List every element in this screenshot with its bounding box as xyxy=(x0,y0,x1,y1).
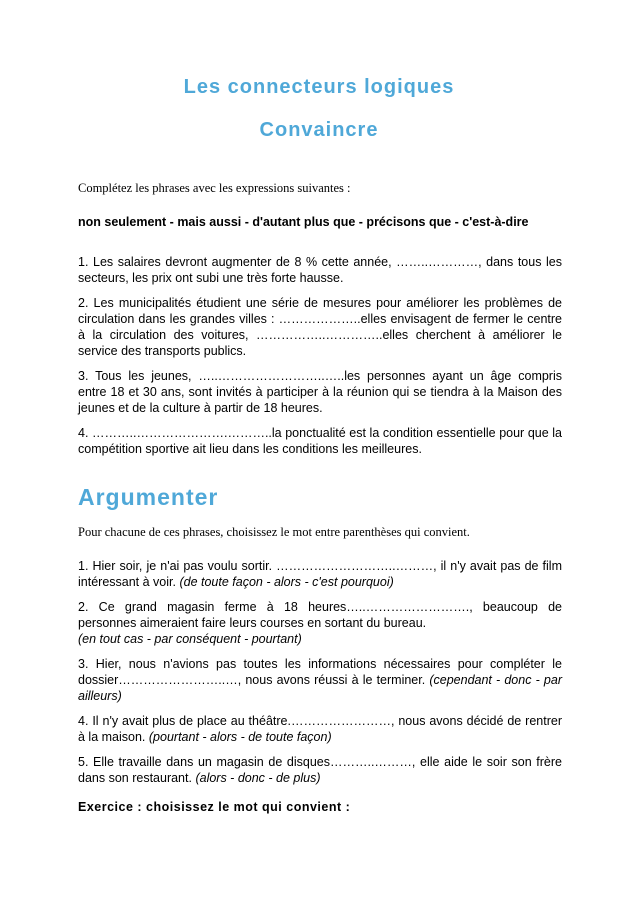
exercise-item-4: 4. ………..………………….………..la ponctualité est la condition essentielle pour que la compétition sportive ait lieu dans les conditions les meilleures. xyxy=(78,426,562,456)
section-title-argumenter: Argumenter xyxy=(78,484,219,510)
exercise-item-3: 3. Tous les jeunes, …..……………………..…..les personnes ayant un âge compris entre 18 et 30 ans, sont invités à participer à la réunion qui se tiendra à la Maison des jeunes et de la culture à partir de 18 heures. xyxy=(78,369,562,415)
argument-item-4 xyxy=(78,713,562,745)
exercise-item-2: 2. Les municipalités étudient une série de mesures pour améliorer les problèmes de circulation dans les grandes villes : ………………..elles envisagent de fermer le centre à la circulation des voitures, ……………..…………..elles cherchent à améliorer le service des transports publics. xyxy=(78,296,562,358)
argument-item-choices: (de toute façon - alors - c'est pourquoi) xyxy=(179,575,394,589)
argument-item-choices: (pourtant - alors - de toute façon) xyxy=(148,730,332,744)
section2-instruction: Pour chacune de ces phrases, choisissez le mot entre parenthèses qui convient. xyxy=(78,525,470,539)
exercise-instruction: Exercice : choisissez le mot qui convient : xyxy=(78,800,351,814)
argument-item-choices: (en tout cas - par conséquent - pourtant) xyxy=(78,632,302,646)
argument-item-2 xyxy=(78,599,562,647)
argument-item-1 xyxy=(78,558,562,590)
section1-instruction: Complétez les phrases avec les expressions suivantes : xyxy=(78,181,351,195)
argument-item-text: 5. Elle travaille dans un magasin de disques………..………, elle aide le soir son frère dans son restaurant. xyxy=(78,755,562,785)
expressions-list: non seulement - mais aussi - d'autant plus que - précisons que - c'est-à-dire xyxy=(78,215,529,229)
argument-item-text: 4. Il n'y avait plus de place au théâtre.……………………, nous avons décidé de rentrer à la maison. xyxy=(78,714,562,744)
page-title: Les connecteurs logiques xyxy=(183,76,455,98)
argument-item-choices: (alors - donc - de plus) xyxy=(195,771,321,785)
argument-item-text: 1. Hier soir, je n'ai pas voulu sortir. ………………………..………, il n'y avait pas de film intéressant à voir. xyxy=(78,559,562,589)
page-subtitle: Convaincre xyxy=(259,119,379,141)
argument-item-text: 3. Hier, nous n'avions pas toutes les informations nécessaires pour compléter le dossier……………………..…, nous avons réussi à le terminer. xyxy=(78,657,562,687)
argument-item-5 xyxy=(78,754,562,786)
argument-item-text: 2. Ce grand magasin ferme à 18 heures…..……………………., beaucoup de personnes aimeraient faire leurs courses en sortant du bureau. xyxy=(78,600,562,630)
exercise-item-1: 1. Les salaires devront augmenter de 8 % cette année, ……..…………, dans tous les secteurs, les prix ont subi une très forte hausse. xyxy=(78,255,562,285)
argument-item-3 xyxy=(78,656,562,704)
argument-item-choices: (cependant - donc - par ailleurs) xyxy=(78,673,562,703)
